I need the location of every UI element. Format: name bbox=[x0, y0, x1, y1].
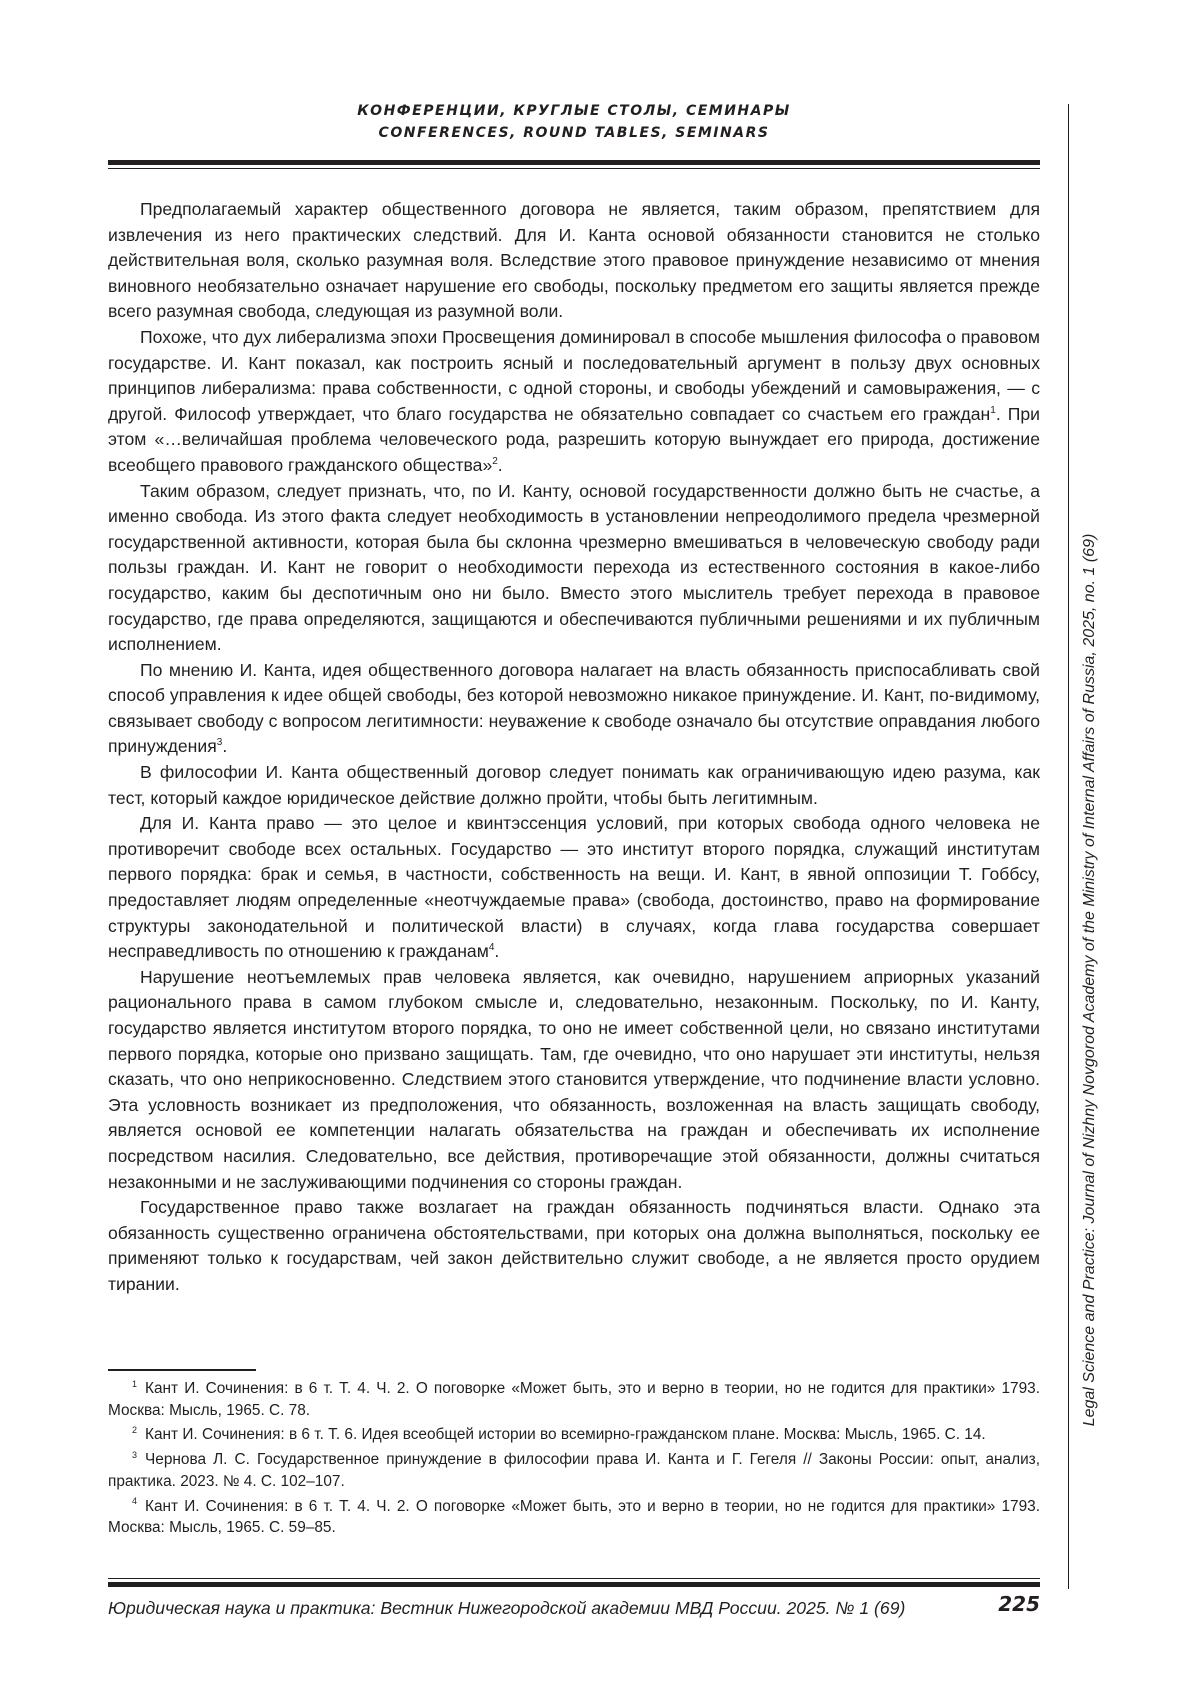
paragraph: Нарушение неотъемлемых прав человека является, как очевидно, нарушением априорных указаний рационального права в самом глубоком смысле и, следовательно, незаконным. Поскольку, по И. Канту, государство является институтом второго порядка, то оно не имеет собственной цели, но связано институтами первого порядка, которые оно призвано защищать. Там, где очевидно, что оно нарушает эти институты, нельзя сказать, что оно неприкосновенно. Следствием этого становится утверждение, что подчинение власти условно. Эта условность возникает из предположения, что обязанность, возложенная на власть защищать свободу, является основой ее компетенции налагать обязательства на граждан и обеспечивать их исполнение посредством насилия. Следовательно, все действия, противоречащие этой обязанности, должны считаться незаконными и не заслуживающими подчинения со стороны граждан. bbox=[108, 966, 1040, 1192]
footnote: $^3$ Чернова Л. С. Государственное принуждение в философии права И. Канта и Г. Гегеля // Законы России: опыт, анализ, практика. 2023. № 4. С. 102–107. bbox=[108, 1449, 1040, 1490]
footnote-separator bbox=[108, 1369, 256, 1371]
footer-rule bbox=[108, 1578, 1040, 1587]
section-title-en: CONFERENCES, ROUND TABLES, SEMINARS bbox=[378, 125, 770, 141]
paragraph: Государственное право также возлагает на граждан обязанность подчиняться власти. Однако эта обязанность существенно ограничена обстоятельствами, при которых она должна выполняться, поскольку ее применяют только к государствам, чей закон действительно служит свободе, а не является просто орудием тирании. bbox=[108, 1197, 1040, 1294]
header-rule bbox=[108, 160, 1040, 169]
footnote-ref: 2 bbox=[492, 456, 498, 468]
footnote-ref: 1 bbox=[990, 404, 996, 416]
footnote-ref: 3 bbox=[216, 737, 223, 749]
page-number: 225 bbox=[998, 1592, 1040, 1616]
paragraph: Для И. Канта право — это целое и квинтэссенция условий, при которых свобода одного человека не противоречит свободе всех остальных. Государство — это институт второго порядка, служащий институтам первого порядка: брак и семья, в частности, собственность на вещи. И. Кант, в явной оппозиции Т. Гоббсу, предоставляет людям определенные «неотчуждаемые права» (свобода, достоинство, право на формирование структуры законодательной и политической власти) в случаях, когда глава государства совершает несправедливость по отношению к гражданам$^4$. bbox=[108, 813, 1040, 962]
footnote: $^4$ Кант И. Сочинения: в 6 т. Т. 4. Ч. 2. О поговорке «Может быть, это и верно в теории, но не годится для практики» 1793. Москва: Мысль, 1965. С. 59–85. bbox=[108, 1496, 1040, 1537]
footnote: $^2$ Кант И. Сочинения: в 6 т. Т. 6. Идея всеобщей истории во всемирно-гражданском плане. Москва: Мысль, 1965. С. 14. bbox=[132, 1425, 986, 1444]
paragraph: Предполагаемый характер общественного договора не является, таким образом, препятствием для извлечения из него практических следствий. Для И. Канта основой обязанности становится не столько действительная воля, сколько разумная воля. Вследствие этого правовое принуждение независимо от мнения виновного необязательно означает нарушение его свободы, поскольку предметом его защиты является прежде всего разумная свобода, следующая из разумной воли. bbox=[108, 199, 1040, 322]
footnote-ref: 4 bbox=[488, 942, 495, 954]
sidebar-rule bbox=[1068, 104, 1069, 1589]
section-title-ru: КОНФЕРЕНЦИИ, КРУГЛЫЕ СТОЛЫ, СЕМИНАРЫ bbox=[357, 103, 791, 119]
footnotes bbox=[108, 1378, 1040, 1542]
paragraph: По мнению И. Канта, идея общественного договора налагает на власть обязанность приспосабливать свой способ управления к идее общей свободы, без которой невозможно никакое принуждение. И. Кант, по-видимому, связывает свободу с вопросом легитимности: неуважение к свободе означало бы отсутствие оправдания любого принуждения$^3$. bbox=[108, 659, 1040, 757]
sidebar-journal-text: Legal Science and Practice: Journal of Nizhny Novgorod Academy of the Ministry of Internal Affairs of Russia, 2025, no. 1 (69) bbox=[1081, 533, 1098, 1427]
footer-journal-title: Юридическая наука и практика: Вестник Нижегородской академии МВД России. 2025. № 1 (69) bbox=[108, 1598, 906, 1618]
paragraph: Таким образом, следует признать, что, по И. Канту, основой государственности должно быть не счастье, а именно свобода. Из этого факта следует необходимость в установлении непреодолимого предела чрезмерной государственной активности, которая была бы склонна чрезмерно вмешиваться в человеческую свободу ради пользы граждан. И. Кант не говорит о необходимости перехода из естественного состояния в какое-либо государство, каким бы деспотичным оно ни было. Вместо этого мыслитель требует перехода в правовое государство, где права определяются, защищаются и обеспечиваются публичными решениями и их публичным исполнением. bbox=[108, 480, 1040, 655]
paragraph: В философии И. Канта общественный договор следует понимать как ограничивающую идею разума, как тест, который каждое юридическое действие должно пройти, чтобы быть легитимным. bbox=[108, 762, 1040, 808]
paragraph: Похоже, что дух либерализма эпохи Просвещения доминировал в способе мышления философа о правовом государстве. И. Кант показал, как построить ясный и последовательный аргумент в пользу двух основных принципов либерализма: права собственности, с одной стороны, и свободы убеждений и самовыражения, — с другой. Философ утверждает, что благо государства не обязательно совпадает со счастьем его граждан$^1$. При этом «…величайшая проблема человеческого рода, разрешить которую вынуждает его природа, достижение всеобщего правового гражданского общества»$^2$. bbox=[108, 326, 1040, 475]
running-header bbox=[108, 100, 1040, 144]
main-text bbox=[108, 197, 1040, 1298]
footnote: $^1$ Кант И. Сочинения: в 6 т. Т. 4. Ч. 2. О поговорке «Может быть, это и верно в теории, но не годится для практики» 1793. Москва: Мысль, 1965. С. 78. bbox=[108, 1378, 1040, 1419]
